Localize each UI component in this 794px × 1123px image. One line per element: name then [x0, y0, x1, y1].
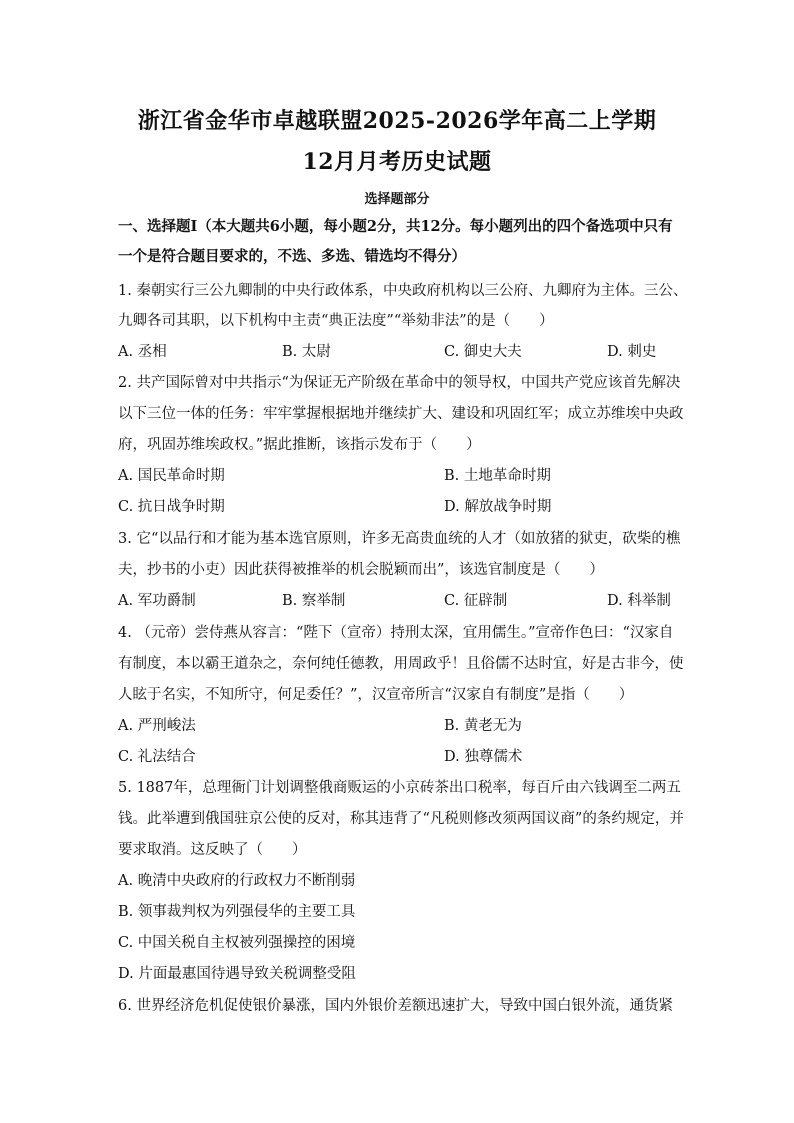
question-4-line-1: 4. （元帝）尝侍燕从容言：“陛下（宣帝）持刑太深，宜用儒生。”宣帝作色曰：“汉家自 — [118, 625, 674, 641]
question-4-option-a[interactable]: A. 严刑峻法 — [118, 718, 196, 734]
question-3-option-c[interactable]: C. 征辟制 — [444, 593, 508, 609]
question-2-line-1: 2. 共产国际曾对中共指示“为保证无产阶级在革命中的领导权，中国共产党应该首先解决 — [118, 375, 681, 391]
section-intro-line2: 一个是符合题目要求的，不选、多选、错选均不得分） — [118, 248, 466, 265]
question-2-line-2: 以下三位一体的任务：牢牢掌握根据地并继续扩大、建设和巩固红军；成立苏维埃中央政 — [118, 406, 684, 422]
question-4-line-2: 有制度，本以霸王道杂之，奈何纯任德教，用周政乎！且俗儒不达时宜，好是古非今，使 — [118, 656, 684, 672]
section-intro-line1: 一、选择题Ⅰ（本大题共6小题，每小题2分，共12分。每小题列出的四个备选项中只有 — [118, 218, 673, 235]
question-4-option-d[interactable]: D. 独尊儒术 — [444, 749, 523, 765]
question-1-option-c[interactable]: C. 御史大夫 — [444, 344, 522, 360]
question-2-line-3: 府，巩固苏维埃政权。”据此推断，该指示发布于（ ） — [118, 437, 481, 453]
question-5-option-d[interactable]: D. 片面最惠国待遇导致关税调整受阻 — [118, 966, 356, 982]
question-2-option-a[interactable]: A. 国民革命时期 — [118, 468, 225, 484]
question-6-line-1: 6. 世界经济危机促使银价暴涨，国内外银价差额迅速扩大，导致中国白银外流，通货紧 — [118, 998, 673, 1014]
question-3-line-2: 夫，抄书的小吏）因此获得被推举的机会脱颖而出”，该选官制度是（ ） — [118, 562, 604, 578]
question-5-option-b[interactable]: B. 领事裁判权为列强侵华的主要工具 — [118, 904, 356, 920]
question-5-line-2: 钱。此举遭到俄国驻京公使的反对，称其违背了“凡税则修改须两国议商”的条约规定，并 — [118, 811, 684, 827]
question-2-option-b[interactable]: B. 土地革命时期 — [444, 468, 551, 484]
question-1-option-d[interactable]: D. 刺史 — [607, 344, 657, 360]
question-1-option-b[interactable]: B. 太尉 — [282, 344, 331, 360]
question-1-line-2: 九卿各司其职，以下机构中主责“典正法度”“举劾非法”的是（ ） — [118, 313, 554, 329]
question-5-line-1: 5. 1887年，总理衙门计划调整俄商贩运的小京砖茶出口税率，每百斤由六钱调至二两五 — [118, 780, 681, 796]
question-3-option-a[interactable]: A. 军功爵制 — [118, 593, 196, 609]
question-2-option-d[interactable]: D. 解放战争时期 — [444, 499, 552, 515]
question-4-option-b[interactable]: B. 黄老无为 — [444, 718, 522, 734]
question-3-option-b[interactable]: B. 察举制 — [282, 593, 346, 609]
section-heading: 选择题部分 — [364, 192, 430, 207]
question-5-option-c[interactable]: C. 中国关税自主权被列强操控的困境 — [118, 935, 356, 951]
question-4-line-3: 人眩于名实，不知所守，何足委任？”，汉宣帝所言“汉家自有制度”是指（ ） — [118, 687, 634, 703]
question-3-option-d[interactable]: D. 科举制 — [607, 593, 671, 609]
question-4-option-c[interactable]: C. 礼法结合 — [118, 749, 196, 765]
question-2-option-c[interactable]: C. 抗日战争时期 — [118, 499, 225, 515]
question-5-option-a[interactable]: A. 晚清中央政府的行政权力不断削弱 — [118, 873, 356, 889]
question-3-line-1: 3. 它“以品行和才能为基本选官原则，许多无高贵血统的人才（如放猪的狱吏，砍柴的樵 — [118, 531, 681, 547]
exam-title-line1: 浙江省金华市卓越联盟2025-2026学年高二上学期 — [137, 108, 657, 134]
question-1-option-a[interactable]: A. 丞相 — [118, 344, 167, 360]
question-5-line-3: 要求取消。这反映了（ ） — [118, 842, 307, 858]
exam-title-line2: 12月月考历史试题 — [302, 149, 492, 175]
question-1-line-1: 1. 秦朝实行三公九卿制的中央行政体系，中央政府机构以三公府、九卿府为主体。三公、 — [118, 283, 688, 299]
